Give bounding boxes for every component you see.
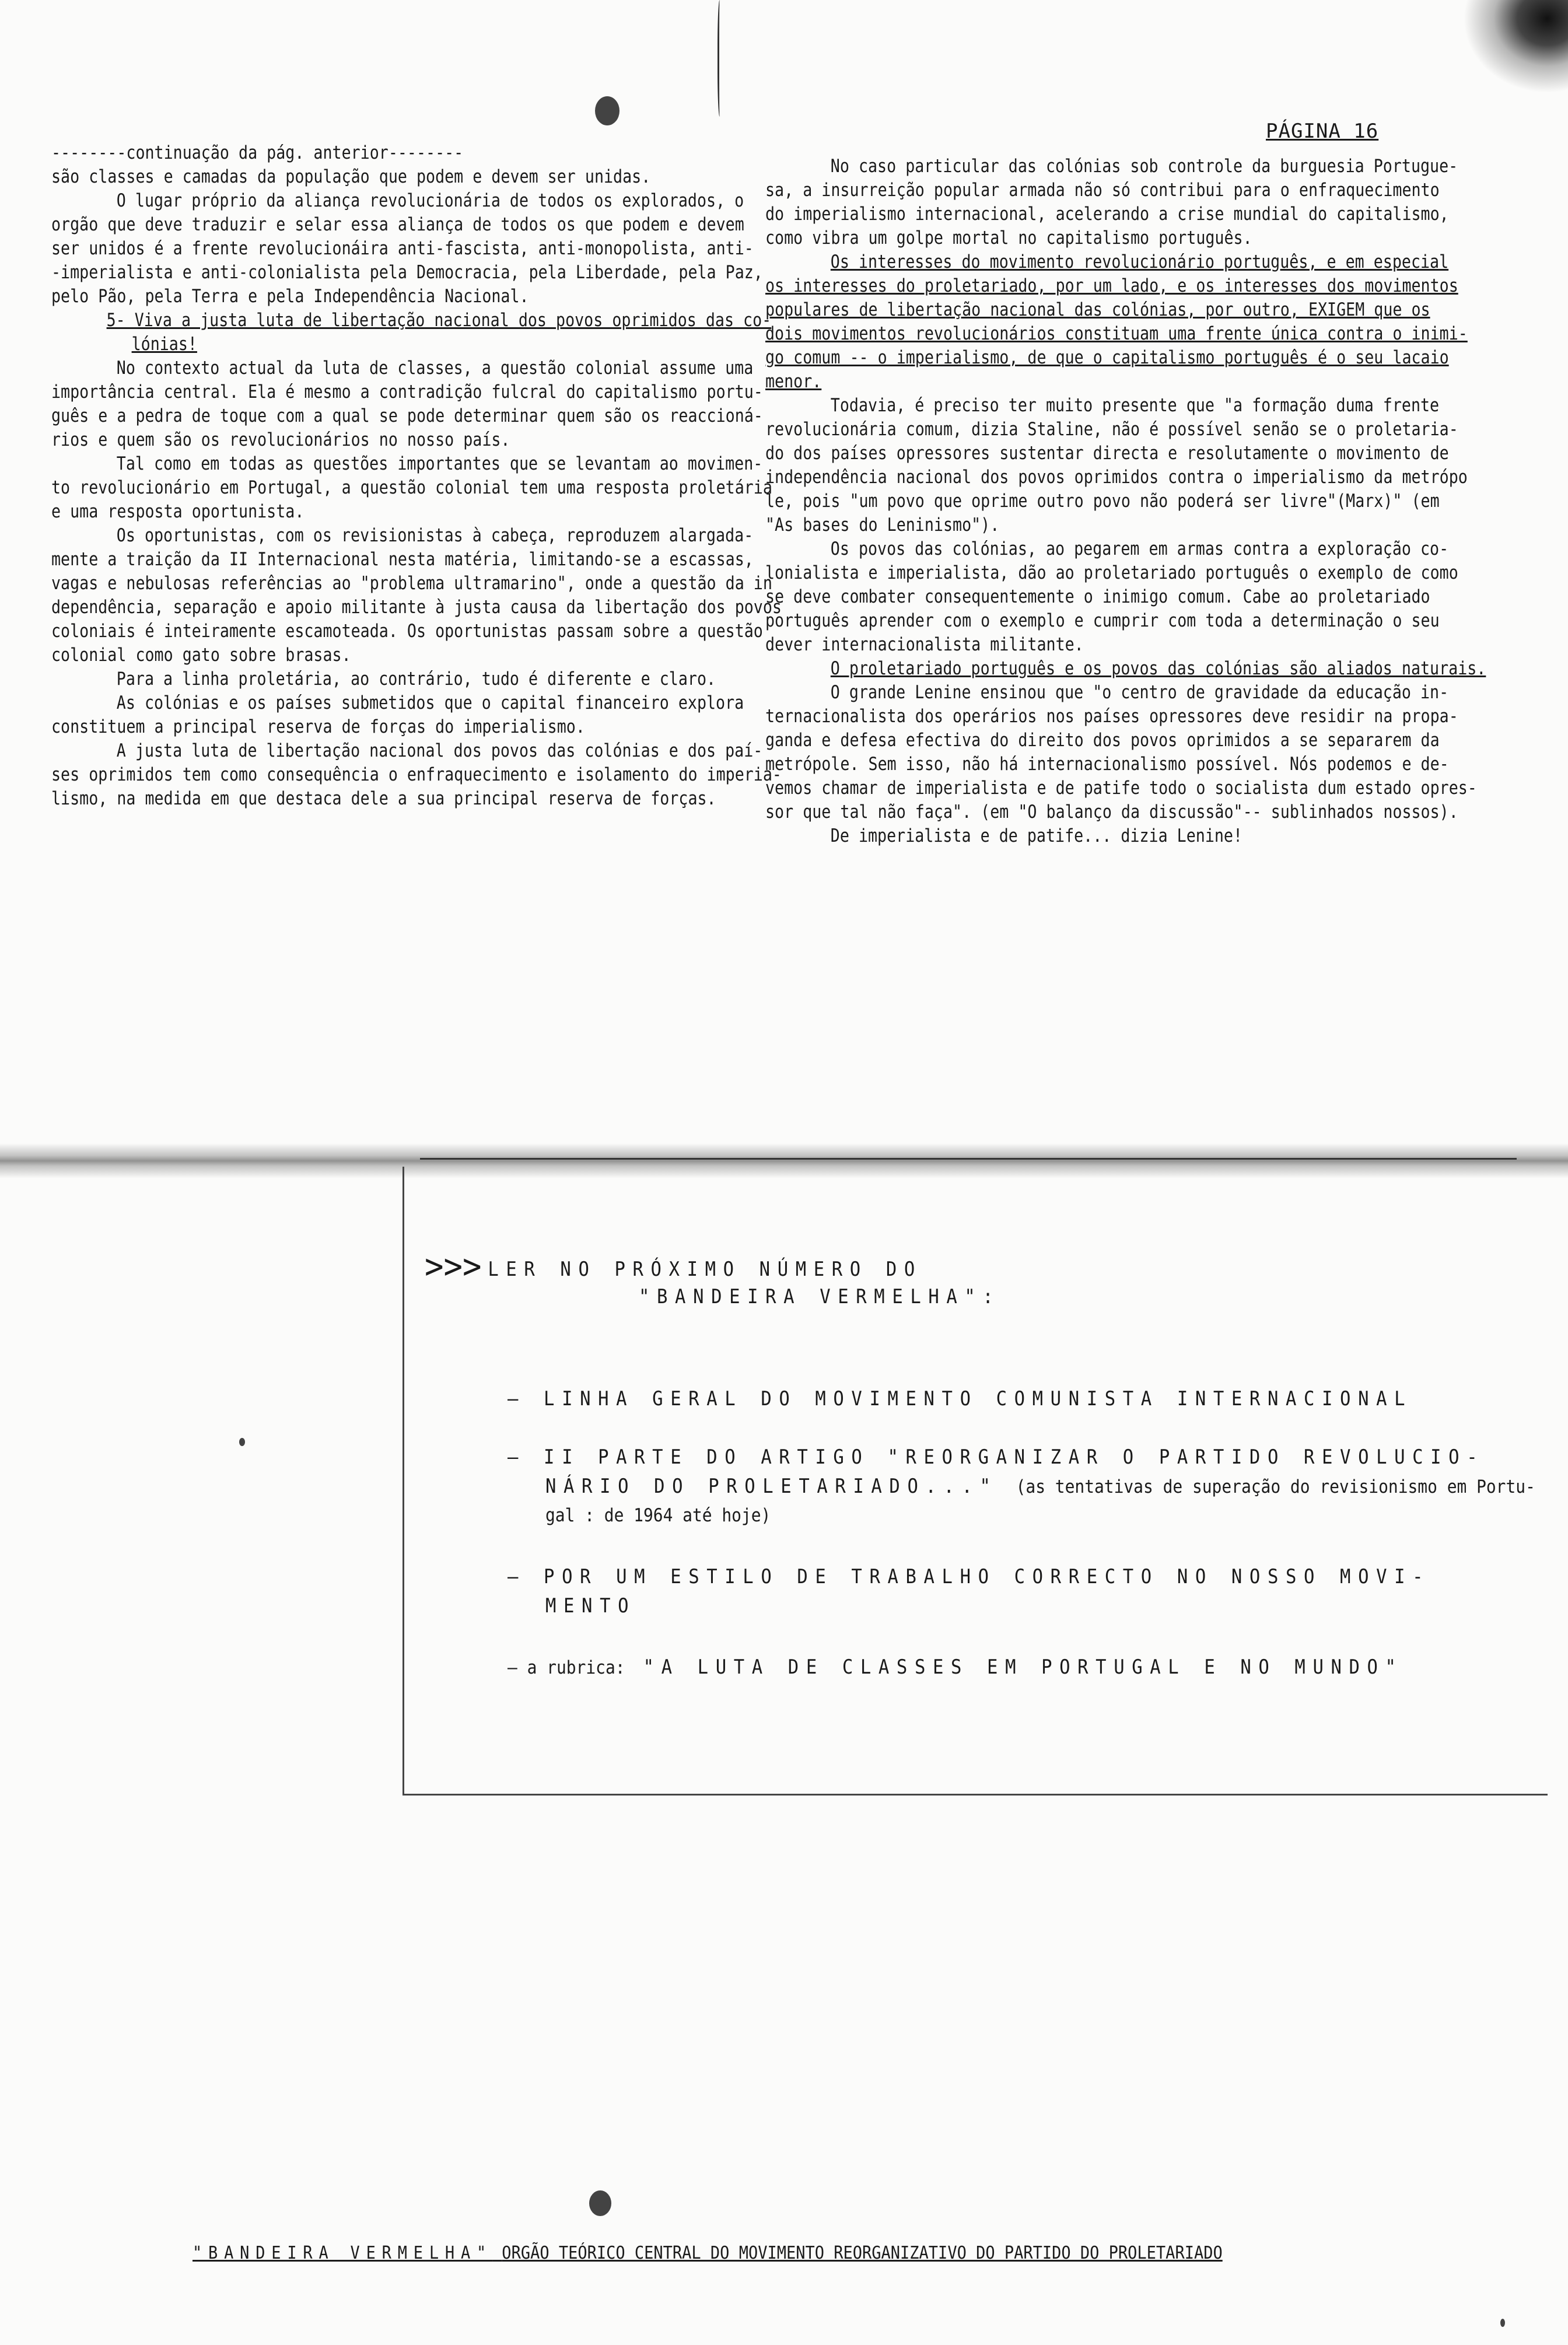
text-line: mente a traição da II Internacional nesta matéria, limitando-se a escassas, <box>51 549 754 570</box>
box-header-line2: "BANDEIRA VERMELHA": <box>639 1285 1001 1308</box>
text-line: "As bases do Leninismo"). <box>765 514 1000 536</box>
text-line: revolucionária comum, dizia Staline, não é possível senão se o proletaria- <box>765 419 1458 440</box>
text-line: como vibra um golpe mortal no capitalismo português. <box>765 228 1252 249</box>
text-line: ternacionalista dos operários nos países opressores deve residir na propa- <box>765 706 1458 727</box>
text-line: rios e quem são os revolucionários no nosso país. <box>51 429 510 450</box>
text-line: constituem a principal reserva de forças do imperialismo. <box>51 716 585 737</box>
text-line: dependência, separação e apoio militante à justa causa da libertação dos povos <box>51 597 782 618</box>
box-header-line1: >>> LER NO PRÓXIMO NÚMERO DO <box>425 1246 922 1287</box>
text-line: le, pois "um povo que oprime outro povo não poderá ser livre"(Marx)" (em <box>765 491 1440 512</box>
text-line: populares de libertação nacional das colónias, por outro, EXIGEM que os <box>765 299 1430 320</box>
text-line: são classes e camadas da população que podem e devem ser unidas. <box>51 166 651 187</box>
text-line: Tal como em todas as questões importantes que se levantam ao movimen- <box>116 453 763 474</box>
text-line: Os interesses do movimento revolucionário português, e em especial <box>830 251 1449 272</box>
section-heading: 5- Viva a justa luta de libertação nacional dos povos oprimidos das co- <box>106 310 772 331</box>
text-line: coloniais é inteiramente escamoteada. Os oportunistas passam sobre a questão <box>51 621 763 642</box>
box-item-2-line3: gal : de 1964 até hoje) <box>545 1505 771 1526</box>
text-line: português aprender com o exemplo e cumprir com toda a determinação o seu <box>765 610 1440 631</box>
box-item-3-line2: MENTO <box>545 1594 636 1618</box>
text-line: No caso particular das colónias sob controle da burguesia Portugue- <box>830 156 1458 177</box>
right-column <box>765 155 1486 848</box>
page-number: PÁGINA 16 <box>1266 120 1379 143</box>
left-column <box>51 141 782 811</box>
text-line: guês e a pedra de toque com a qual se pode determinar quem são os reaccioná- <box>51 405 763 426</box>
text-line: pelo Pão, pela Terra e pela Independência Nacional. <box>51 286 529 307</box>
text-line: orgão que deve traduzir e selar essa aliança de todos os que podem e devem <box>51 214 744 235</box>
box-item-4: — a rubrica: "A LUTA DE CLASSES EM PORTUGAL E NO MUNDO" <box>508 1656 1404 1679</box>
box-item-2-line2: NÁRIO DO PROLETARIADO..." (as tentativas de superação do revisionismo em Portu- <box>545 1475 1535 1498</box>
triple-chevron-icon: >>> <box>425 1246 482 1287</box>
text-line: O grande Lenine ensinou que "o centro de gravidade da educação in- <box>830 682 1449 703</box>
section-heading: lónias! <box>131 334 197 355</box>
text-line: O proletariado português e os povos das colónias são aliados naturais. <box>830 658 1486 679</box>
text-line: independência nacional dos povos oprimidos contra o imperialismo da metrópo <box>765 467 1468 488</box>
text-line: vagas e nebulosas referências ao "problema ultramarino", onde a questão da in <box>51 573 772 594</box>
separator-line <box>420 1158 1517 1160</box>
text-line: e uma resposta oportunista. <box>51 501 304 522</box>
scan-speck <box>589 2190 611 2216</box>
text-line: A justa luta de libertação nacional dos povos das colónias e dos paí- <box>116 740 763 761</box>
footer-masthead <box>192 2243 1242 2263</box>
text-line: menor. <box>765 371 822 392</box>
text-line: sor que tal não faça". (em "O balanço da discussão"-- sublinhados nossos). <box>765 802 1458 822</box>
text-line: Para a linha proletária, ao contrário, tudo é diferente e claro. <box>116 668 716 690</box>
text-line: importância central. Ela é mesmo a contradição fulcral do capitalismo portu- <box>51 382 763 402</box>
text-line: As colónias e os países submetidos que o capital financeiro explora <box>116 692 744 713</box>
text-line: lonialista e imperialista, dão ao proletariado português o exemplo de como <box>765 562 1458 583</box>
text-line: No contexto actual da luta de classes, a questão colonial assume uma <box>116 358 754 379</box>
scan-speck <box>1500 2319 1505 2327</box>
text-line: --------continuação da pág. anterior-------- <box>51 142 464 163</box>
scan-line <box>718 0 723 117</box>
footer-title: "BANDEIRA VERMELHA" <box>192 2243 493 2263</box>
text-line: De imperialista e de patife... dizia Lenine! <box>830 825 1243 846</box>
text-line: sa, a insurreição popular armada não só contribui para o enfraquecimento <box>765 180 1440 201</box>
text-line: -imperialista e anti-colonialista pela Democracia, pela Liberdade, pela Paz, <box>51 262 763 283</box>
text-line: do dos países opressores sustentar directa e resolutamente o movimento de <box>765 443 1449 464</box>
text-line: se deve combater consequentemente o inimigo comum. Cabe ao proletariado <box>765 586 1430 607</box>
text-line: Os oportunistas, com os revisionistas à cabeça, reproduzem alargada- <box>116 525 754 546</box>
text-line: colonial como gato sobre brasas. <box>51 645 351 666</box>
text-line: do imperialismo internacional, acelerando a crise mundial do capitalismo, <box>765 204 1449 225</box>
text-line: os interesses do proletariado, por um lado, e os interesses dos movimentos <box>765 275 1458 296</box>
text-line: ganda e defesa efectiva do direito dos povos oprimidos a se separarem da <box>765 730 1440 751</box>
text-line: Os povos das colónias, ao pegarem em armas contra a exploração co- <box>830 538 1449 559</box>
scan-speck <box>239 1438 245 1446</box>
text-line: lismo, na medida em que destaca dele a sua principal reserva de forças. <box>51 788 716 809</box>
text-line: go comum -- o imperialismo, de que o capitalismo português é o seu lacaio <box>765 347 1449 368</box>
text-line: dever internacionalista militante. <box>765 634 1084 655</box>
scan-blot <box>1463 0 1568 93</box>
text-line: ser unidos é a frente revolucionáira anti-fascista, anti-monopolista, anti- <box>51 238 754 259</box>
box-item-1: — LINHA GERAL DO MOVIMENTO COMUNISTA INTERNACIONAL <box>508 1387 1413 1410</box>
footer-subtitle: ORGÃO TEÓRICO CENTRAL DO MOVIMENTO REORGANIZATIVO DO PARTIDO DO PROLETARIADO <box>502 2243 1223 2263</box>
box-item-2-line1: — II PARTE DO ARTIGO "REORGANIZAR O PARTIDO REVOLUCIO- <box>508 1446 1485 1469</box>
text-line: O lugar próprio da aliança revolucionária de todos os explorados, o <box>116 190 744 211</box>
text-line: to revolucionário em Portugal, a questão colonial tem uma resposta proletária <box>51 477 772 498</box>
text-line: Todavia, é preciso ter muito presente que "a formação duma frente <box>830 395 1440 416</box>
text-line: ses oprimidos tem como consequência o enfraquecimento e isolamento do imperia- <box>51 764 782 785</box>
text-line: vemos chamar de imperialista e de patife todo o socialista dum estado opres- <box>765 778 1477 799</box>
text-line: dois movimentos revolucionários constituam uma frente única contra o inimi- <box>765 323 1468 344</box>
text-line: metrópole. Sem isso, não há internacionalismo possível. Nós podemos e de- <box>765 754 1449 775</box>
scan-speck <box>595 96 620 125</box>
box-item-3-line1: — POR UM ESTILO DE TRABALHO CORRECTO NO NOSSO MOVI- <box>508 1565 1431 1588</box>
